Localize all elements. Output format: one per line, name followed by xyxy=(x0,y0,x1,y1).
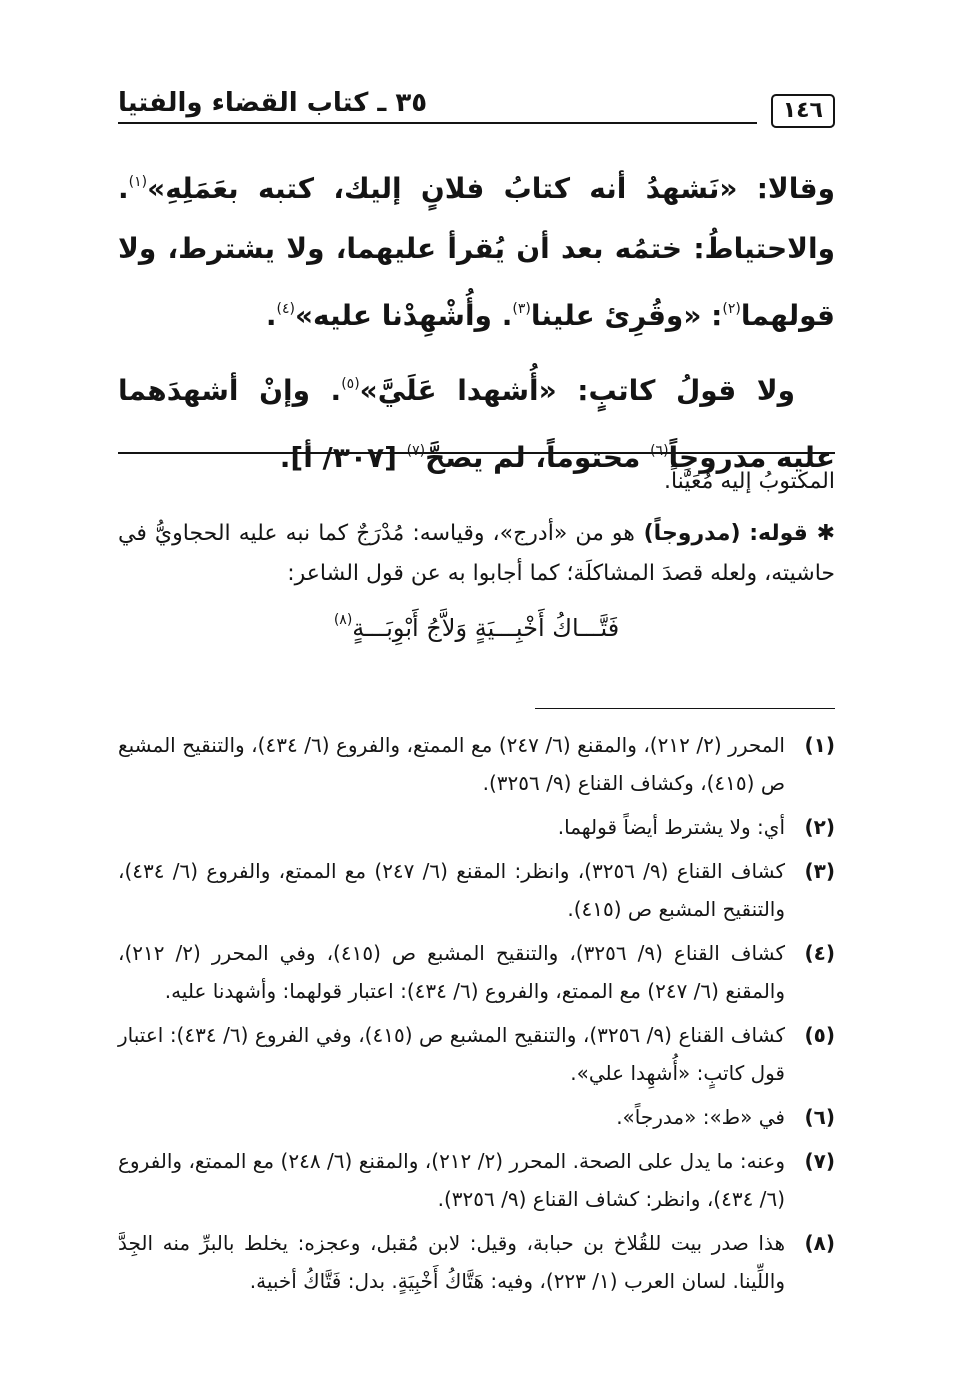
footnote xyxy=(118,934,835,1010)
header-rule xyxy=(118,122,757,124)
footnote-number: (٣) xyxy=(804,859,835,883)
footnote xyxy=(118,852,835,928)
footnote-number: (٦) xyxy=(804,1105,835,1129)
footnote-ref[interactable]: (٣) xyxy=(512,301,531,317)
footnote-text: المحرر (٢/ ٢١٢)، والمقنع (٦/ ٢٤٧) مع الممتع، والفروع (٦/ ٤٣٤)، والتنقيح المشبع ص (٤١٥)، وكشاف القناع (٩/ ٣٢٥٦). xyxy=(118,733,785,795)
page-number: ١٤٦ xyxy=(771,94,835,128)
footnote-ref[interactable]: (٧) xyxy=(406,443,426,459)
footnote-number: (٤) xyxy=(804,941,835,965)
footnote-number: (٥) xyxy=(804,1023,835,1047)
footnote-text: في «ط»: «مدرجاً». xyxy=(616,1105,785,1129)
footnote-ref[interactable]: (٨) xyxy=(333,612,353,628)
text-span: . والاحتياطُ: ختمُه بعد أن يُقرأ عليهما، ولا يشترط، ولا قولهما xyxy=(118,172,835,332)
footnote-ref[interactable]: (٢) xyxy=(722,301,741,317)
text-span: . xyxy=(265,299,277,332)
commentary xyxy=(118,462,835,648)
footnote-number: (٢) xyxy=(804,815,835,839)
footnote xyxy=(118,1016,835,1092)
text-span: : «وقُرِئ علينا xyxy=(530,299,723,332)
footnote-ref[interactable]: (٦) xyxy=(650,443,669,459)
footnote-text: هذا صدر بيت للقُلاخ بن حبابة، وقيل: لابن مُقبل، وعجزه: يخلط بالبرِّ منه الجِدَّ واللِّينا. لسان العرب (١/ ٢٢٣)، وفيه: هَتَّاكُ أَخْبِيَةٍ. بدل: فَتَّاكُ أخبية. xyxy=(118,1231,785,1293)
footnote xyxy=(118,1098,835,1136)
footnote xyxy=(118,726,835,802)
note-body: هو من «أدرج»، وقياسه: مُدْرَجٌ كما نبه عليه الحجاويُّ في حاشيته، ولعله قصدَ المشاكلَة؛ كما أجابوا به عن قول الشاعر: xyxy=(118,521,835,586)
text-span: وقالا: «نَشهدُ أنه كتابُ فلانٍ إليك، كتبه بعَمَلِهِ» xyxy=(147,172,835,205)
footnote xyxy=(118,1224,835,1300)
text-span: . وأُشْهِدْنا عليه» xyxy=(294,299,513,332)
footnote-ref[interactable]: (٤) xyxy=(276,301,295,317)
footnote-ref[interactable]: (٥) xyxy=(341,376,360,392)
footnote-number: (٨) xyxy=(804,1231,835,1255)
footnote-ref[interactable]: (١) xyxy=(128,174,148,190)
footnote-text: كشاف القناع (٩/ ٣٢٥٦)، والتنقيح المشبع ص (٤١٥)، وفي المحرر (٢/ ٢١٢)، والمقنع (٦/ ٢٤٧) مع الممتع، والفروع (٦/ ٤٣٤): اعتبار قولهما: وأشهدنا عليه. xyxy=(118,941,785,1003)
star-icon: ✱ xyxy=(816,521,835,546)
text-span: [٣٠٧/ أ]. xyxy=(279,441,407,474)
footnotes xyxy=(118,726,835,1306)
text-span: مختوماً، لم يصحَّ xyxy=(425,441,651,474)
poem-line xyxy=(118,600,835,648)
note-term: قوله: (مدروجاً) xyxy=(634,521,817,546)
text-span: ولا قولُ كاتبٍ: «أُشهدا عَلَيَّ» xyxy=(359,374,795,407)
footnote-separator xyxy=(535,708,835,709)
main-paragraph-1 xyxy=(118,152,835,346)
footnote xyxy=(118,1142,835,1218)
footnote-text: وعنه: ما يدل على الصحة. المحرر (٢/ ٢١٢)، والمقنع (٦/ ٢٤٨) مع الممتع، والفروع (٦/ ٤٣٤)، وانظر: كشاف القناع (٩/ ٣٢٥٦). xyxy=(118,1149,785,1211)
main-text xyxy=(118,152,835,488)
footnote-number: (١) xyxy=(804,733,835,757)
footnote-text: كشاف القناع (٩/ ٣٢٥٦)، وانظر: المقنع (٦/ ٢٤٧) مع الممتع، والفروع (٦/ ٤٣٤)، والتنقيح المشبع ص (٤١٥). xyxy=(118,859,785,921)
commentary-line: المكتوبُ إليه مُعَيَّناً. xyxy=(663,469,835,494)
footnote-number: (٧) xyxy=(804,1149,835,1173)
footnote-text: كشاف القناع (٩/ ٣٢٥٦)، والتنقيح المشبع ص (٤١٥)، وفي الفروع (٦/ ٤٣٤): اعتبار قول كاتبٍ: «أُشهِدا علي». xyxy=(118,1023,785,1085)
poem-text: فَتَّـــاكُ أَخْبِـــيَةٍ وَلاَّجُ أَبْوِبَـــةٍ xyxy=(352,614,620,642)
page-header xyxy=(118,84,835,124)
text-divider xyxy=(118,452,835,454)
text-span: . وإنْ أشهدَهما عليه مدروجاً xyxy=(118,374,835,474)
running-title: ٣٥ ـ كتاب القضاء والفتيا xyxy=(118,88,428,118)
footnote-text: أي: ولا يشترط أيضاً قولهما. xyxy=(557,815,785,839)
footnote xyxy=(118,808,835,846)
commentary-note xyxy=(118,514,835,594)
